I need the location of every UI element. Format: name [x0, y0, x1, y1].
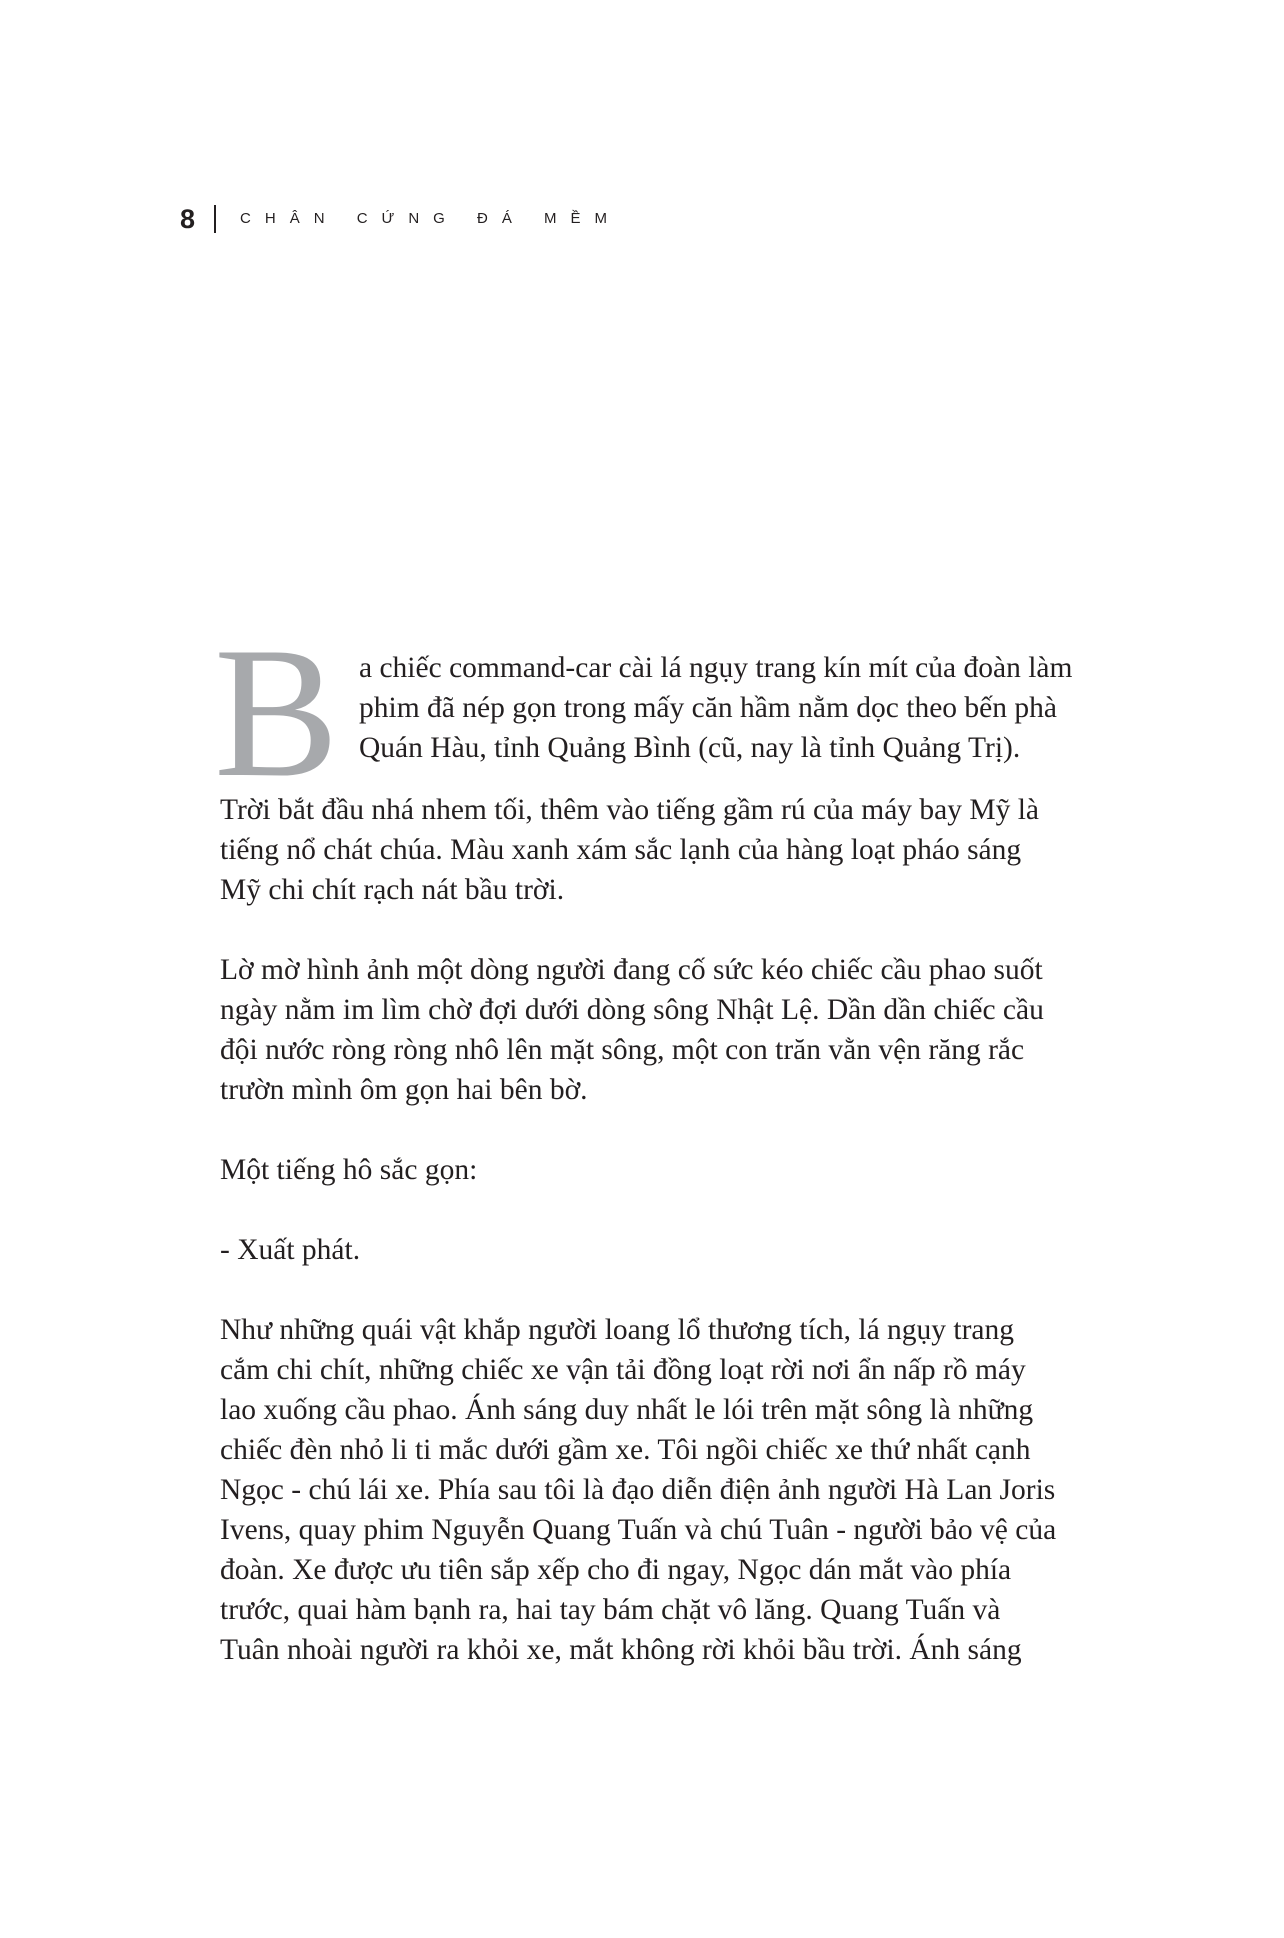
paragraph-line: đội nước ròng ròng nhô lên mặt sông, một con trăn vằn vện răng rắc — [220, 1034, 1025, 1066]
paragraph-line: Tuân nhoài người ra khỏi xe, mắt không rời khỏi bầu trời. Ánh sáng — [220, 1634, 1022, 1666]
paragraph — [220, 1230, 1060, 1270]
paragraph-line: Trời bắt đầu nhá nhem tối, thêm vào tiếng gầm rú của máy bay Mỹ là — [220, 794, 1040, 826]
paragraph — [220, 1310, 1060, 1670]
paragraph-line: Mỹ chi chít rạch nát bầu trời. — [220, 874, 565, 906]
paragraph-line: Một tiếng hô sắc gọn: — [220, 1154, 478, 1186]
paragraph-spacer — [220, 910, 1060, 950]
paragraph-line: Ivens, quay phim Nguyễn Quang Tuấn và chú Tuân - người bảo vệ của — [220, 1514, 1057, 1546]
running-head — [180, 201, 621, 237]
paragraph-line: chiếc đèn nhỏ li ti mắc dưới gầm xe. Tôi ngồi chiếc xe thứ nhất cạnh — [220, 1434, 1031, 1466]
drop-cap: B — [214, 609, 339, 816]
paragraph — [220, 1150, 1060, 1190]
paragraph-line: a chiếc command-car cài lá ngụy trang kín mít của đoàn làm — [359, 652, 1073, 684]
paragraph-line: tiếng nổ chát chúa. Màu xanh xám sắc lạnh của hàng loạt pháo sáng — [220, 834, 1022, 866]
paragraph-line: cắm chi chít, những chiếc xe vận tải đồng loạt rời nơi ẩn nấp rồ máy — [220, 1354, 1026, 1386]
paragraph — [220, 950, 1060, 1110]
paragraph-line: phim đã nép gọn trong mấy căn hầm nằm dọc theo bến phà — [359, 692, 1057, 724]
header-divider — [214, 205, 216, 233]
paragraph-line: trườn mình ôm gọn hai bên bờ. — [220, 1074, 588, 1106]
paragraph-spacer — [220, 1190, 1060, 1230]
paragraph-line: Lờ mờ hình ảnh một dòng người đang cố sức kéo chiếc cầu phao suốt — [220, 954, 1043, 986]
chapter-body — [214, 609, 1073, 1670]
page-number: 8 — [180, 204, 196, 234]
paragraph — [220, 790, 1060, 910]
paragraph-line: ngày nằm im lìm chờ đợi dưới dòng sông Nhật Lệ. Dần dần chiếc cầu — [220, 994, 1044, 1026]
paragraph-line: - Xuất phát. — [220, 1234, 361, 1266]
paragraph-spacer — [220, 1110, 1060, 1150]
paragraph-line: Quán Hàu, tỉnh Quảng Bình (cũ, nay là tỉnh Quảng Trị). — [359, 732, 1021, 764]
paragraph-line: Ngọc - chú lái xe. Phía sau tôi là đạo diễn điện ảnh người Hà Lan Joris — [220, 1474, 1056, 1506]
paragraph-spacer — [220, 1270, 1060, 1310]
book-title: CHÂN CỨNG ĐÁ MỀM — [240, 210, 622, 227]
paragraph-line: lao xuống cầu phao. Ánh sáng duy nhất le lói trên mặt sông là những — [220, 1394, 1034, 1426]
paragraph-line: đoàn. Xe được ưu tiên sắp xếp cho đi ngay, Ngọc dán mắt vào phía — [220, 1554, 1012, 1586]
paragraph-line: trước, quai hàm bạnh ra, hai tay bám chặt vô lăng. Quang Tuấn và — [220, 1594, 1001, 1626]
paragraph-line: Như những quái vật khắp người loang lổ thương tích, lá ngụy trang — [220, 1314, 1015, 1346]
